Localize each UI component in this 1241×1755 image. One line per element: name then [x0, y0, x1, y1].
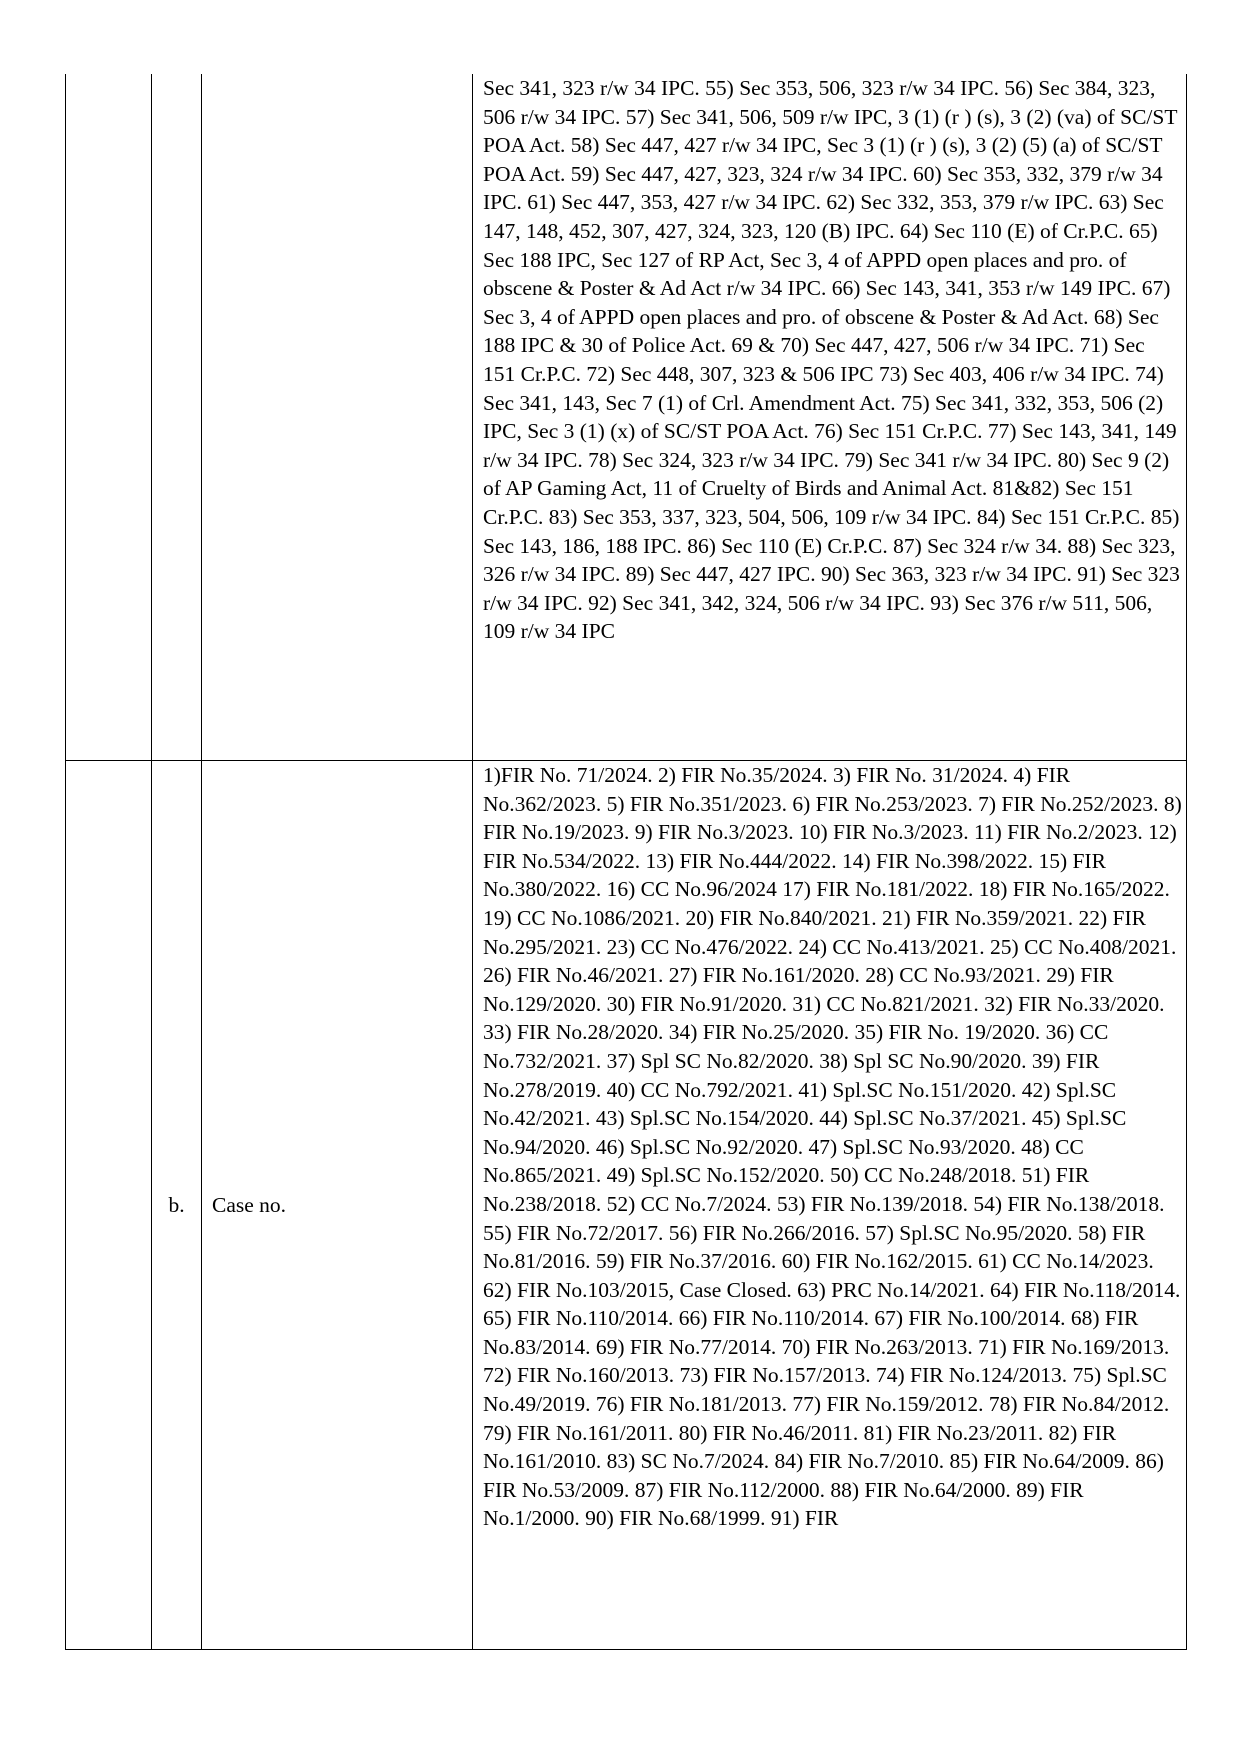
sub-item-cell — [152, 74, 202, 761]
table-row-sections — [66, 74, 1187, 761]
item-label-cell: Case no. — [202, 761, 473, 1650]
item-label-cell — [202, 74, 473, 761]
sub-item-cell: b. — [152, 761, 202, 1650]
serial-cell — [66, 74, 152, 761]
table-row-case-no — [66, 761, 1187, 1650]
serial-cell — [66, 761, 152, 1650]
sections-text-cell: Sec 341, 323 r/w 34 IPC. 55) Sec 353, 506, 323 r/w 34 IPC. 56) Sec 384, 323, 506 r/w 34 IPC. 57) Sec 341, 506, 509 r/w IPC, 3 (1) (r ) (s), 3 (2) (va) of SC/ST POA Act. 58) Sec 447, 427 r/w 34 IPC, Sec 3 (1) (r ) (s), 3 (2) (5) (a) of SC/ST POA Act. 59) Sec 447, 427, 323, 324 r/w 34 IPC. 60) Sec 353, 332, 379 r/w 34 IPC. 61) Sec 447, 353, 427 r/w 34 IPC. 62) Sec 332, 353, 379 r/w IPC. 63) Sec 147, 148, 452, 307, 427, 324, 323, 120 (B) IPC. 64) Sec 110 (E) of Cr.P.C. 65) Sec 188 IPC, Sec 127 of RP Act, Sec 3, 4 of APPD open places and pro. of obscene & Poster & Ad Act r/w 34 IPC. 66) Sec 143, 341, 353 r/w 149 IPC. 67) Sec 3, 4 of APPD open places and pro. of obscene & Poster & Ad Act. 68) Sec 188 IPC & 30 of Police Act. 69 & 70) Sec 447, 427, 506 r/w 34 IPC. 71) Sec 151 Cr.P.C. 72) Sec 448, 307, 323 & 506 IPC 73) Sec 403, 406 r/w 34 IPC. 74) Sec 341, 143, Sec 7 (1) of Crl. Amendment Act. 75) Sec 341, 332, 353, 506 (2) IPC, Sec 3 (1) (x) of SC/ST POA Act. 76) Sec 151 Cr.P.C. 77) Sec 143, 341, 149 r/w 34 IPC. 78) Sec 324, 323 r/w 34 IPC. 79) Sec 341 r/w 34 IPC. 80) Sec 9 (2) of AP Gaming Act, 11 of Cruelty of Birds and Animal Act. 81&82) Sec 151 Cr.P.C. 83) Sec 353, 337, 323, 504, 506, 109 r/w 34 IPC. 84) Sec 151 Cr.P.C. 85) Sec 143, 186, 188 IPC. 86) Sec 110 (E) Cr.P.C. 87) Sec 324 r/w 34. 88) Sec 323, 326 r/w 34 IPC. 89) Sec 447, 427 IPC. 90) Sec 363, 323 r/w 34 IPC. 91) Sec 323 r/w 34 IPC. 92) Sec 341, 342, 324, 506 r/w 34 IPC. 93) Sec 376 r/w 511, 506, 109 r/w 34 IPC — [473, 74, 1187, 761]
case-numbers-text-cell: 1)FIR No. 71/2024. 2) FIR No.35/2024. 3) FIR No. 31/2024. 4) FIR No.362/2023. 5) FIR No.351/2023. 6) FIR No.253/2023. 7) FIR No.252/2023. 8) FIR No.19/2023. 9) FIR No.3/2023. 10) FIR No.3/2023. 11) FIR No.2/2023. 12) FIR No.534/2022. 13) FIR No.444/2022. 14) FIR No.398/2022. 15) FIR No.380/2022. 16) CC No.96/2024 17) FIR No.181/2022. 18) FIR No.165/2022. 19) CC No.1086/2021. 20) FIR No.840/2021. 21) FIR No.359/2021. 22) FIR No.295/2021. 23) CC No.476/2022. 24) CC No.413/2021. 25) CC No.408/2021. 26) FIR No.46/2021. 27) FIR No.161/2020. 28) CC No.93/2021. 29) FIR No.129/2020. 30) FIR No.91/2020. 31) CC No.821/2021. 32) FIR No.33/2020. 33) FIR No.28/2020. 34) FIR No.25/2020. 35) FIR No. 19/2020. 36) CC No.732/2021. 37) Spl SC No.82/2020. 38) Spl SC No.90/2020. 39) FIR No.278/2019. 40) CC No.792/2021. 41) Spl.SC No.151/2020. 42) Spl.SC No.42/2021. 43) Spl.SC No.154/2020. 44) Spl.SC No.37/2021. 45) Spl.SC No.94/2020. 46) Spl.SC No.92/2020. 47) Spl.SC No.93/2020. 48) CC No.865/2021. 49) Spl.SC No.152/2020. 50) CC No.248/2018. 51) FIR No.238/2018. 52) CC No.7/2024. 53) FIR No.139/2018. 54) FIR No.138/2018. 55) FIR No.72/2017. 56) FIR No.266/2016. 57) Spl.SC No.95/2020. 58) FIR No.81/2016. 59) FIR No.37/2016. 60) FIR No.162/2015. 61) CC No.14/2023. 62) FIR No.103/2015, Case Closed. 63) PRC No.14/2021. 64) FIR No.118/2014. 65) FIR No.110/2014. 66) FIR No.110/2014. 67) FIR No.100/2014. 68) FIR No.83/2014. 69) FIR No.77/2014. 70) FIR No.263/2013. 71) FIR No.169/2013. 72) FIR No.160/2013. 73) FIR No.157/2013. 74) FIR No.124/2013. 75) Spl.SC No.49/2019. 76) FIR No.181/2013. 77) FIR No.159/2012. 78) FIR No.84/2012. 79) FIR No.161/2011. 80) FIR No.46/2011. 81) FIR No.23/2011. 82) FIR No.161/2010. 83) SC No.7/2024. 84) FIR No.7/2010. 85) FIR No.64/2009. 86) FIR No.53/2009. 87) FIR No.112/2000. 88) FIR No.64/2000. 89) FIR No.1/2000. 90) FIR No.68/1999. 91) FIR — [473, 761, 1187, 1650]
affidavit-table — [65, 74, 1187, 1650]
